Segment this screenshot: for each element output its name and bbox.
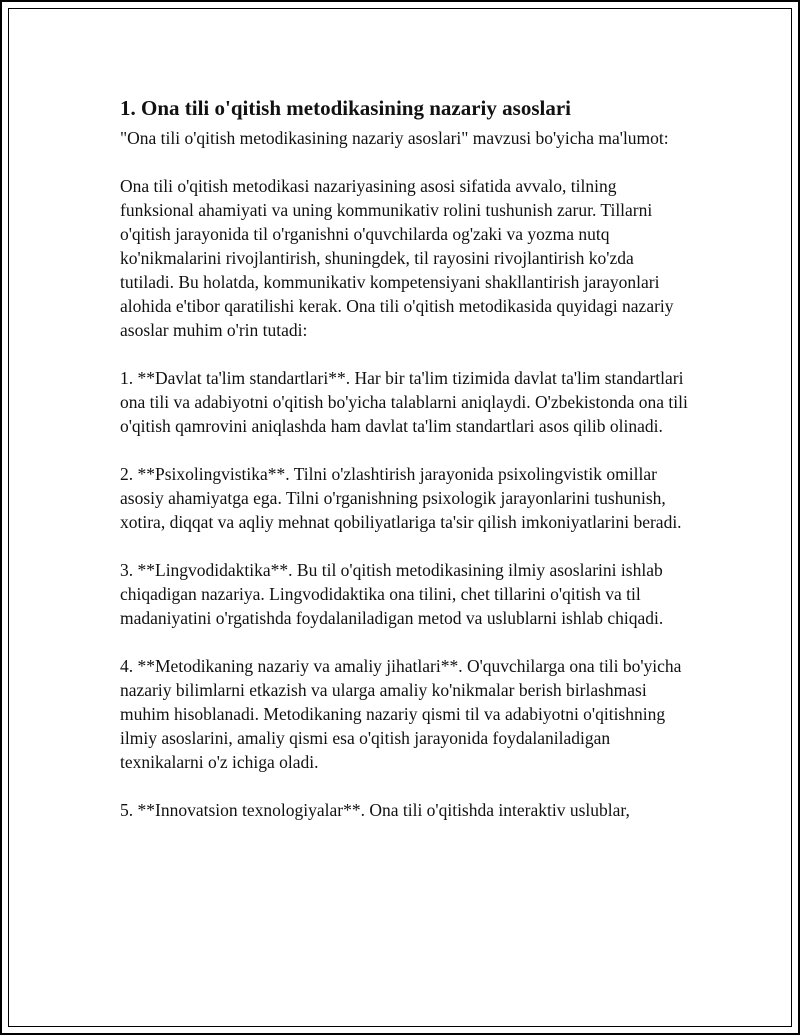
list-item-psycholinguistics: 2. **Psixolingvistika**. Tilni o'zlashtirish jarayonida psixolingvistik omillar asosiy ahamiyatga ega. Tilni o'rganishning psixologik jarayonlarini tushunish, xotira, diqqat va aqliy mehnat qobiliyatlariga ta'sir qilish imkoniyatlarini beradi. — [120, 464, 682, 532]
main-paragraph: Ona tili o'qitish metodikasi nazariyasining asosi sifatida avvalo, tilning funksional ahamiyati va uning kommunikativ rolini tushunish zarur. Tillarni o'qitish jarayonida til o'rganishni o'quvchilarda og'zaki va yozma nutq ko'nikmalarini rivojlantirish, shuningdek, til rayosini rivojlantirish ko'zda tutiladi. Bu holatda, kommunikativ kompetensiyani shakllantirish jarayonlari alohida e'tibor qaratilishi kerak. Ona tili o'qitish metodikasida quyidagi nazariy asoslar muhim o'rin tutadi: — [120, 176, 674, 340]
section-title: 1. Ona tili o'qitish metodikasining nazariy asoslari — [120, 96, 571, 120]
list-item-methodology-aspects: 4. **Metodikaning nazariy va amaliy jihatlari**. O'quvchilarga ona tili bo'yicha nazariy bilimlarni etkazish va ularga amaliy ko'nikmalar berish birlashmasi muhim hisoblanadi. Metodikaning nazariy qismi til va adabiyotni o'qitishning ilmiy asoslarini, amaliy qismi esa o'qitish jarayonida foydalaniladigan texnikalarni o'z ichiga oladi. — [120, 656, 682, 772]
list-item-linguodidactics: 3. **Lingvodidaktika**. Bu til o'qitish metodikasining ilmiy asoslarini ishlab chiqadigan nazariya. Lingvodidaktika ona tilini, chet tillarini o'qitish va til madaniyatini o'rgatishda foydalaniladigan metod va uslublarni ishlab chiqadi. — [120, 560, 664, 628]
list-item-innovative-technologies: 5. **Innovatsion texnologiyalar**. Ona tili o'qitishda interaktiv uslublar, — [120, 800, 630, 820]
document-content — [120, 94, 690, 846]
intro-paragraph: "Ona tili o'qitish metodikasining nazariy asoslari" mavzusi bo'yicha ma'lumot: — [120, 128, 669, 148]
list-item-state-standards: 1. **Davlat ta'lim standartlari**. Har bir ta'lim tizimida davlat ta'lim standartlari ona tili va adabiyotni o'qitish bo'yicha talablarni aniqlaydi. O'zbekistonda ona tili o'qitish qamrovini aniqlashda ham davlat ta'lim standartlari asos qilib olinadi. — [120, 368, 688, 436]
